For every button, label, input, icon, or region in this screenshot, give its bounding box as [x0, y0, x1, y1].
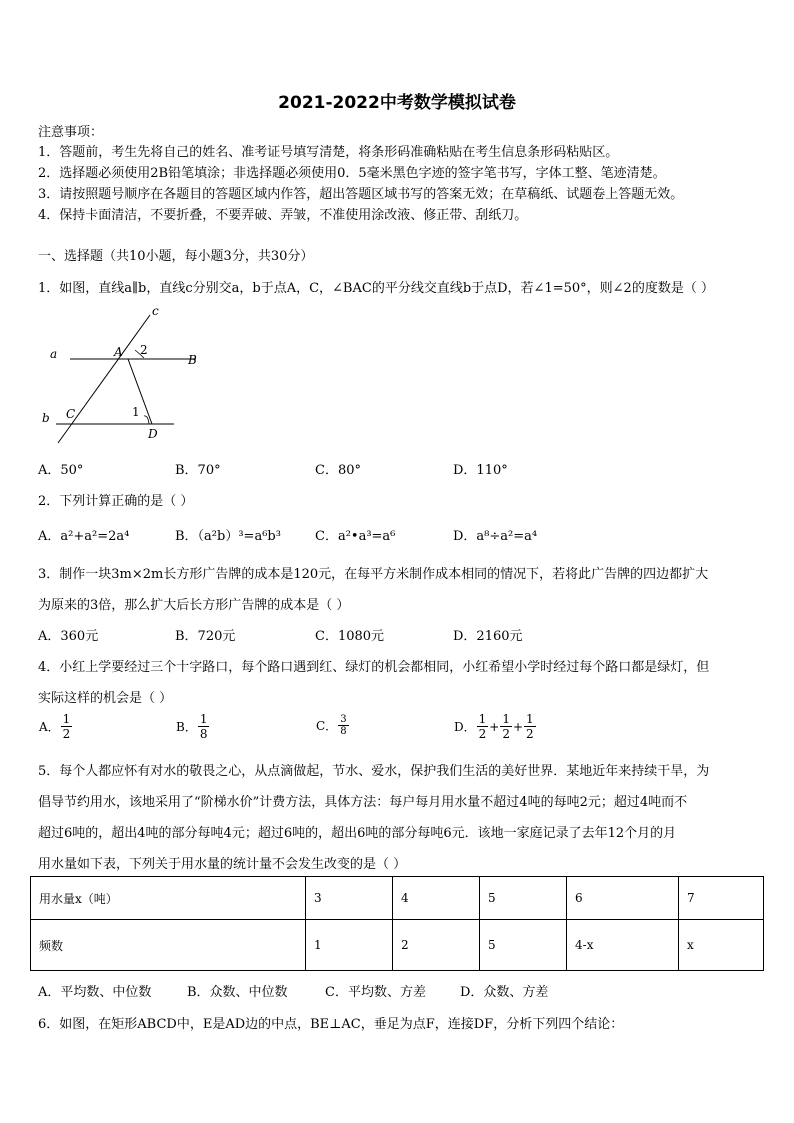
- q5-option-c[interactable]: C．平均数、方差: [325, 985, 426, 1000]
- fraction-numerator: 1: [526, 712, 534, 726]
- table-cell: 4: [393, 877, 480, 920]
- fraction-numerator: 1: [502, 712, 510, 726]
- q5-option-d[interactable]: D．众数、方差: [460, 985, 549, 1000]
- option-letter: A．: [39, 720, 60, 734]
- table-cell: x: [679, 920, 764, 971]
- label-a: a: [50, 347, 58, 361]
- label-D: D: [148, 427, 158, 441]
- fraction-denominator: 8: [199, 727, 208, 741]
- table-cell: 2: [393, 920, 480, 971]
- notice-item: 2．选择题必须使用2B铅笔填涂；非选择题必须使用0．5毫米黑色字迹的签字笔书写，字体工整、笔迹清楚。: [38, 166, 666, 181]
- table-row: [31, 920, 764, 971]
- notice-item: 3．请按照题号顺序在各题目的答题区域内作答，超出答题区域书写的答案无效；在草稿纸、试题卷上答题无效。: [38, 187, 684, 202]
- table-cell: 1: [306, 920, 393, 971]
- table-cell: 7: [679, 877, 764, 920]
- q1-option-d[interactable]: D．110°: [453, 463, 508, 478]
- page-title: 2021-2022中考数学模拟试卷: [278, 93, 516, 113]
- q2-option-b[interactable]: B．（a²b）³=a⁶b³: [175, 529, 281, 544]
- water-usage-table: [30, 876, 764, 971]
- q4-line: 4．小红上学要经过三个十字路口，每个路口遇到红、绿灯的机会都相同，小红希望小学时经过每个路口都是绿灯，但: [38, 660, 710, 675]
- q5-line: 用水量如下表，下列关于用水量的统计量不会发生改变的是（ ）: [38, 857, 407, 872]
- label-1: 1: [132, 405, 140, 419]
- option-letter: B．: [176, 720, 197, 734]
- fraction-numerator: 1: [199, 712, 208, 726]
- q4-option-b[interactable]: [175, 712, 209, 741]
- label-c: c: [152, 304, 159, 318]
- option-letter: D．: [454, 720, 476, 734]
- q4-line: 实际这样的机会是（ ）: [38, 691, 173, 706]
- label-A: A: [114, 345, 123, 359]
- table-cell: 5: [480, 877, 567, 920]
- q2-option-a[interactable]: A．a²+a²=2a⁴: [38, 529, 130, 544]
- q1-option-b[interactable]: B．70°: [175, 463, 221, 478]
- q5-option-b[interactable]: B．众数、中位数: [187, 985, 288, 1000]
- label-B: B: [188, 353, 197, 367]
- table-cell: 频数: [31, 920, 306, 971]
- label-b: b: [42, 411, 50, 425]
- q3-option-d[interactable]: D．2160元: [453, 629, 523, 644]
- section-heading: 一、选择题（共10小题，每小题3分，共30分）: [38, 249, 314, 264]
- table-cell: 6: [567, 877, 679, 920]
- q5-option-a[interactable]: A．平均数、中位数: [38, 985, 152, 1000]
- q3-option-b[interactable]: B．720元: [175, 629, 236, 644]
- fraction-numerator: 1: [62, 712, 71, 726]
- q3-line: 为原来的3倍，那么扩大后长方形广告牌的成本是（ ）: [38, 598, 350, 613]
- label-2: 2: [140, 343, 148, 357]
- angle-1-arc: [144, 416, 149, 424]
- notice-heading: 注意事项：: [38, 125, 104, 140]
- q5-line: 倡导节约用水，该地采用了“阶梯水价”计费方法，具体方法：每户每月用水量不超过4吨的每吨2元；超过4吨而不: [38, 795, 688, 810]
- q2-option-d[interactable]: D．a⁸÷a²=a⁴: [453, 529, 538, 544]
- notice-item: 4．保持卡面清洁，不要折叠，不要弄破、弄皱，不准使用涂改液、修正带、刮纸刀。: [38, 208, 528, 223]
- q1-option-a[interactable]: A．50°: [38, 463, 84, 478]
- table-cell: 4-x: [567, 920, 679, 971]
- table-cell: 5: [480, 920, 567, 971]
- option-letter: C．: [316, 719, 338, 733]
- q1-stem: 1．如图，直线a∥b，直线c分别交a，b于点A，C，∠BAC的平分线交直线b于点D，若∠1=50°，则∠2的度数是（ ）: [38, 281, 714, 296]
- fraction-denominator: 2: [62, 727, 71, 741]
- q4-option-a[interactable]: [38, 712, 72, 741]
- table-cell: 用水量x（吨）: [31, 877, 306, 920]
- fraction-denominator: 2: [526, 727, 534, 741]
- q1-option-c[interactable]: C．80°: [315, 463, 361, 478]
- q3-line: 3．制作一块3m×2m长方形广告牌的成本是120元，在每平方米制作成本相同的情况下，若将此广告牌的四边都扩大: [38, 567, 709, 582]
- fraction-denominator: 2: [502, 727, 510, 741]
- q3-option-c[interactable]: C．1080元: [315, 629, 385, 644]
- q3-option-a[interactable]: A．360元: [38, 629, 99, 644]
- q6-stem: 6．如图，在矩形ABCD中，E是AD边的中点，BE⊥AC，垂足为点F，连接DF，分析下列四个结论：: [38, 1017, 624, 1032]
- table-cell: 3: [306, 877, 393, 920]
- fraction-numerator: 3: [340, 714, 347, 725]
- plus-sign: +: [489, 719, 500, 734]
- q2-option-c[interactable]: C．a²•a³=a⁶: [315, 529, 396, 544]
- label-C: C: [66, 407, 76, 421]
- q4-option-d[interactable]: [453, 712, 536, 741]
- q2-stem: 2．下列计算正确的是（ ）: [38, 494, 194, 509]
- q5-line: 5．每个人都应怀有对水的敬畏之心，从点滴做起，节水、爱水，保护我们生活的美好世界．某地近年来持续干旱，为: [38, 764, 710, 779]
- fraction-numerator: 1: [478, 712, 487, 726]
- notice-item: 1．答题前，考生先将自己的姓名、准考证号填写清楚，将条形码准确粘贴在考生信息条形码粘贴区。: [38, 145, 619, 160]
- q4-option-c[interactable]: [315, 714, 349, 737]
- table-row: [31, 877, 764, 920]
- q5-line: 超过6吨的，超出4吨的部分每吨4元；超过6吨的，超出6吨的部分每吨6元．该地一家庭记录了去年12个月的月: [38, 826, 677, 841]
- plus-sign: +: [512, 719, 524, 734]
- fraction-denominator: 2: [478, 727, 487, 741]
- q1-figure: [36, 300, 206, 445]
- fraction-denominator: 8: [340, 726, 347, 737]
